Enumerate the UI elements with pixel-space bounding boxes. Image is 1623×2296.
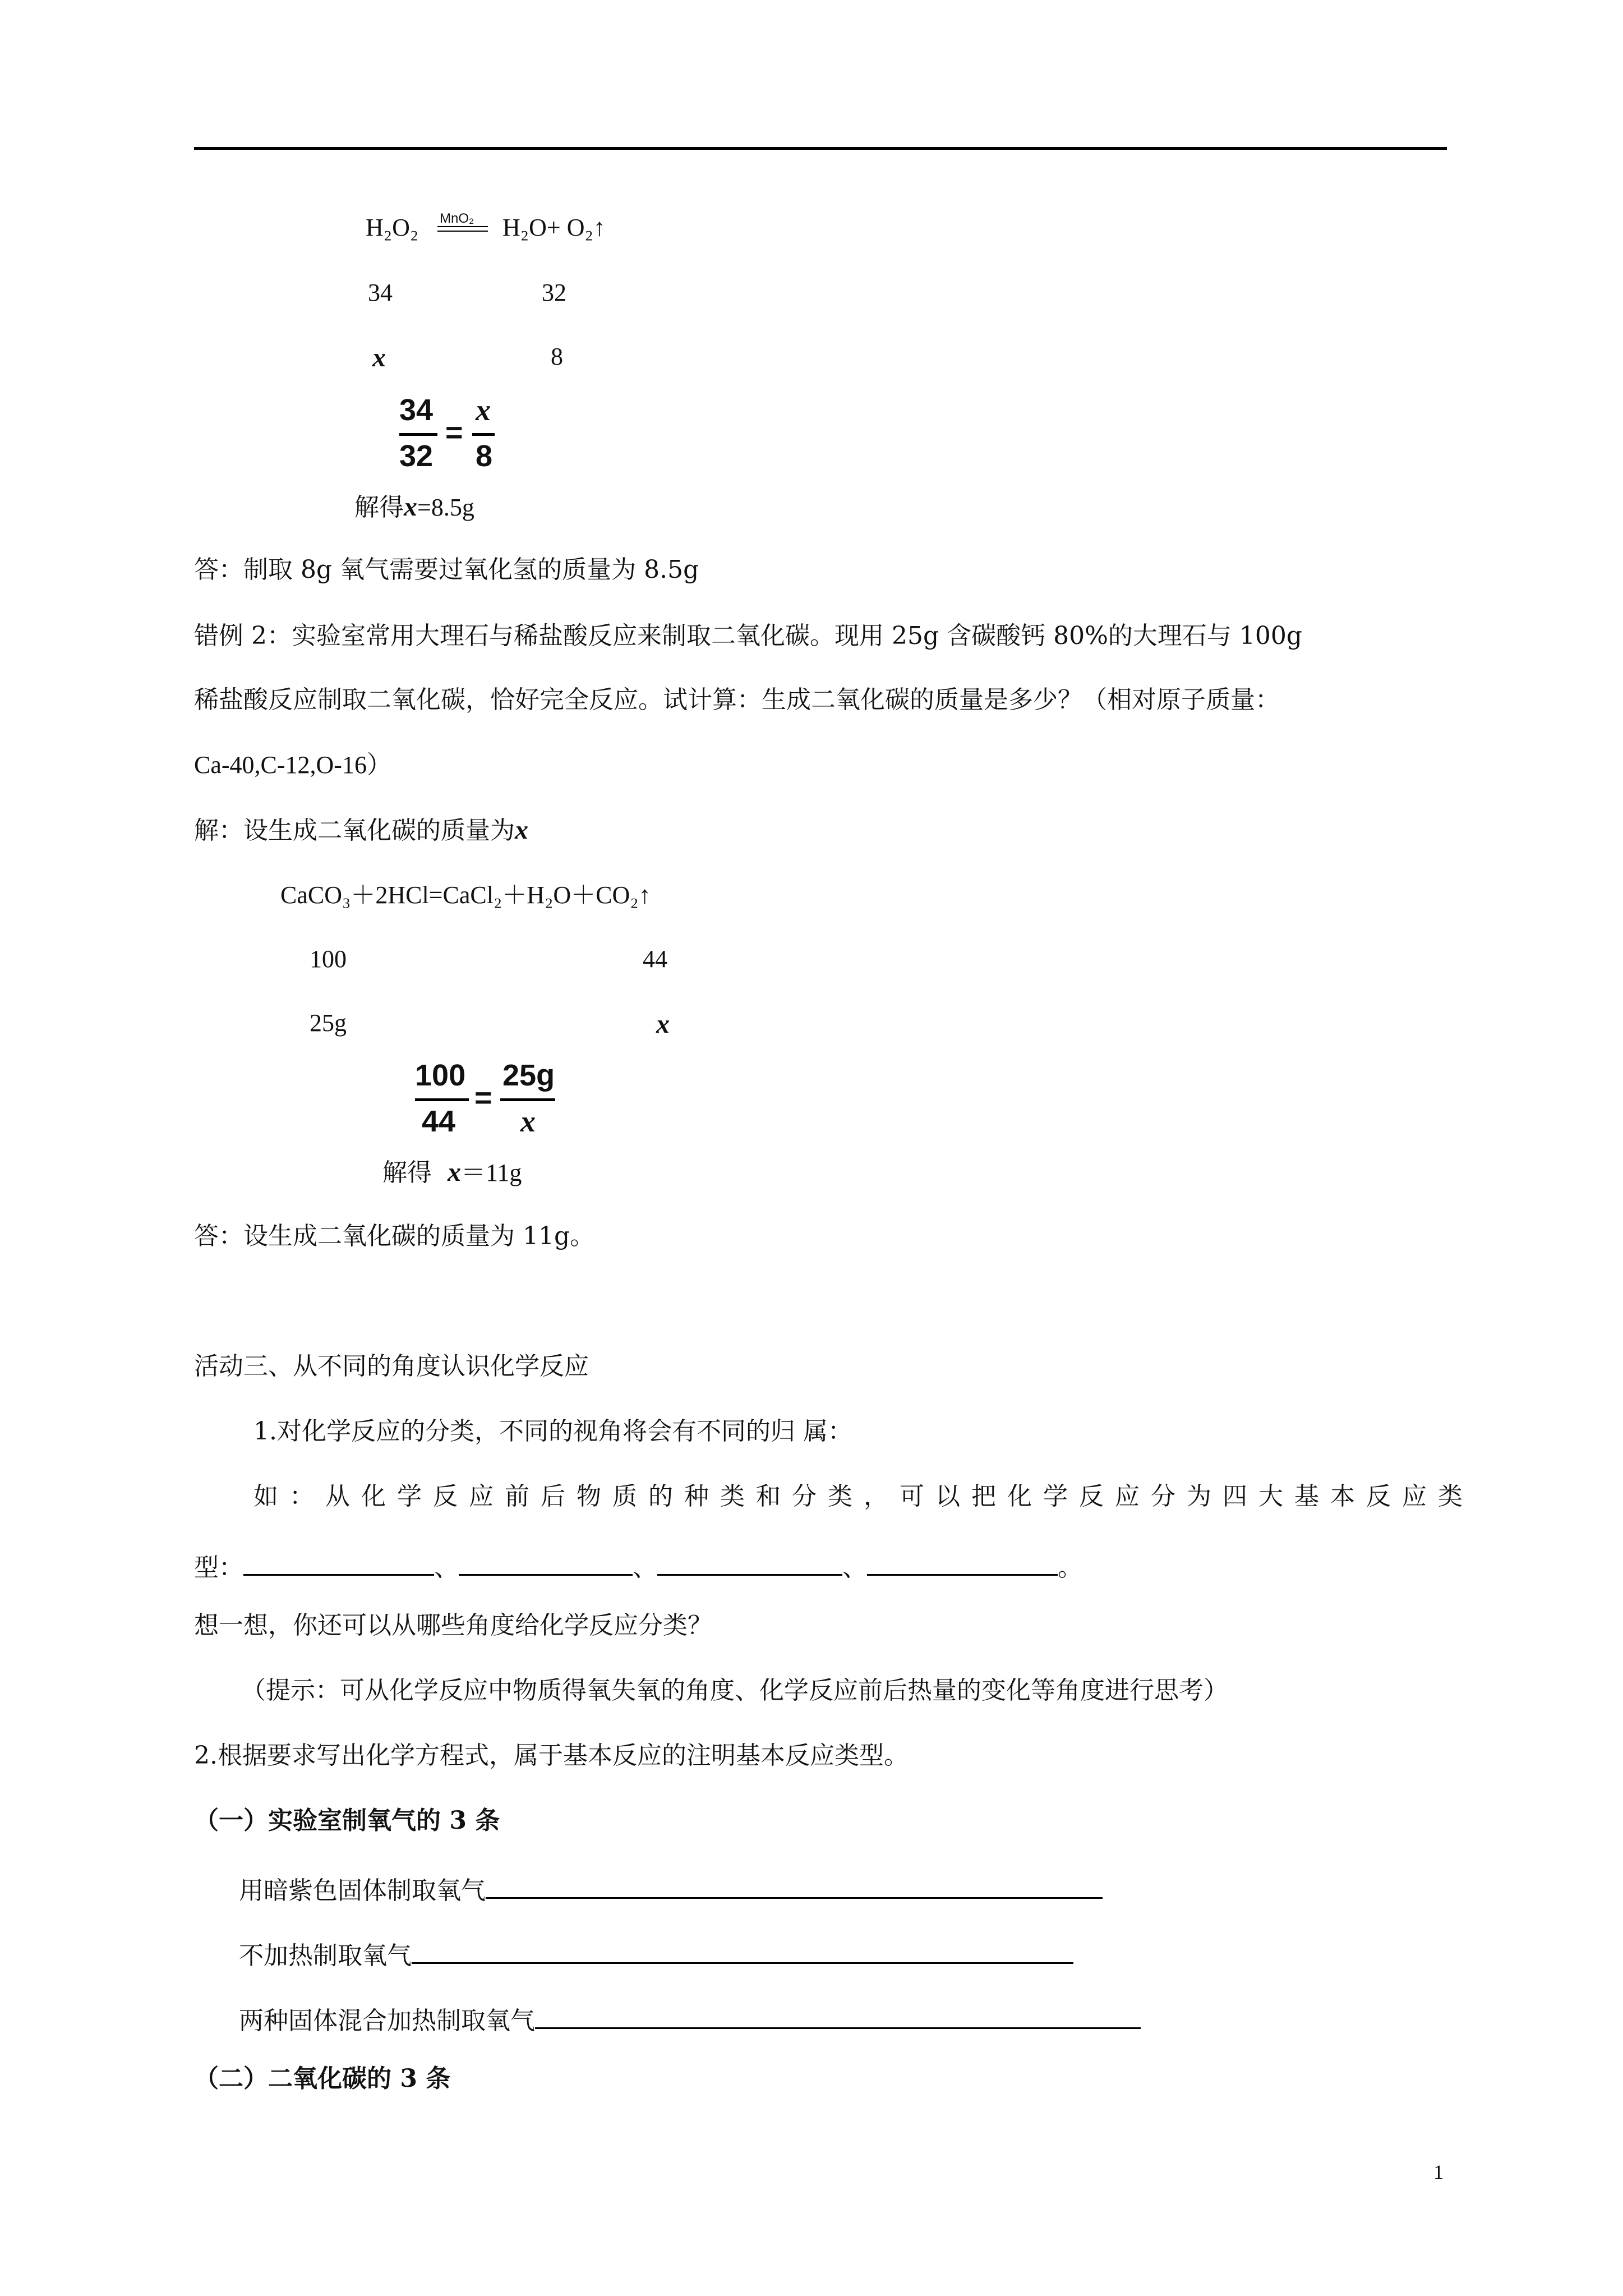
eq1-solve-var: x [404,492,417,522]
example2-mass-right: 44 [643,945,667,973]
eq1-known: 8 [551,343,563,370]
example2-solve-var: x [448,1157,461,1187]
blank-reaction-type-2[interactable] [459,1549,633,1576]
blank-reaction-type-4[interactable] [867,1549,1058,1576]
eq1-solve [354,494,474,521]
example2-fraction [415,1058,583,1142]
separator: 、 [434,1553,459,1582]
example2-setup-var: x [515,815,528,845]
separator: 、 [633,1553,657,1582]
eq1-reactant: H₂O₂ [366,214,419,241]
blank-reaction-type-1[interactable] [243,1549,434,1576]
subsection-2-heading: （二）二氧化碳的 3 条 [194,2064,451,2093]
eq1-double-arrow [437,226,488,232]
eq1-mass-left: 34 [368,279,393,306]
activity3-item1-line2: 如：从化学反应前后物质的种类和分类，可以把化学反应分为四大基本反应类 [253,1482,1474,1511]
activity3-heading: 活动三、从不同的角度认识化学反应 [194,1352,589,1381]
example2-line2: 稀盐酸反应制取二氧化碳，恰好完全反应。试计算：生成二氧化碳的质量是多少？（相对原子质量： [194,685,1280,714]
example2-line1: 错例 2：实验室常用大理石与稀盐酸反应来制取二氧化碳。现用 25g 含碳酸钙 80%的大理石与 100g [194,622,1303,650]
eq1-frac-equals: = [445,416,463,449]
oxygen-prep-item-1-blank[interactable] [486,1872,1103,1899]
eq1-solve-result: =8.5g [417,494,474,521]
eq1-mass-right: 32 [542,279,566,306]
eq1-frac-right-num: x [476,393,491,427]
eq1-frac-left-num: 34 [399,393,434,427]
eq1-products: H₂O+ O₂↑ [502,214,606,241]
eq1-fraction [399,393,511,477]
eq1-frac-right-den: 8 [476,439,493,473]
oxygen-prep-item-3-blank[interactable] [535,2003,1141,2029]
blank-reaction-type-3[interactable] [657,1549,842,1576]
oxygen-prep-item-1-label: 用暗紫色固体制取氧气 [239,1876,486,1905]
eq1-frac-left-den: 32 [399,439,434,473]
example2-solve [382,1159,522,1186]
oxygen-prep-item-2 [239,1938,1073,1968]
example2-frac-right-num: 25g [502,1059,555,1092]
eq1-solve-prefix: 解得 [354,493,404,522]
oxygen-prep-item-3 [239,2003,1141,2033]
header-rule [194,147,1447,150]
example2-frac-right-den: x [520,1105,536,1138]
eq1-catalyst: MnO₂ [440,211,474,226]
activity3-hint: （提示：可从化学反应中物质得氧失氧的角度、化学反应前后热量的变化等角度进行思考） [241,1676,1228,1705]
oxygen-prep-item-2-label: 不加热制取氧气 [239,1941,412,1970]
answer-1: 答：制取 8g 氧气需要过氧化氢的质量为 8.5g [194,555,699,584]
example2-frac-equals: = [474,1081,492,1115]
example2-frac-right-bar [500,1098,555,1101]
oxygen-prep-item-3-label: 两种固体混合加热制取氧气 [239,2007,535,2035]
subsection-1-heading: （一）实验室制氧气的 3 条 [194,1806,500,1835]
example2-frac-left-num: 100 [415,1059,466,1092]
example2-mass-left: 100 [310,945,347,973]
activity3-item1-line3 [194,1549,1082,1580]
eq1-unknown: x [372,343,386,372]
classification-prefix: 型： [194,1553,243,1582]
example2-given: 25g [310,1009,347,1037]
example2-line3: Ca-40,C-12,O-16） [194,751,391,779]
eq1-frac-left-bar [399,433,437,436]
activity3-think: 想一想，你还可以从哪些角度给化学反应分类？ [194,1611,712,1640]
eq1-frac-right-bar [472,433,495,436]
example2-setup-prefix: 解：设生成二氧化碳的质量为 [194,816,515,845]
example2-unknown: x [656,1009,670,1039]
answer-2: 答：设生成二氧化碳的质量为 11g。 [194,1222,595,1250]
activity3-item1: 1.对化学反应的分类，不同的视角将会有不同的归 属： [253,1417,852,1446]
separator: 、 [842,1553,867,1582]
oxygen-prep-item-1 [239,1872,1103,1903]
example2-solve-result: ＝11g [461,1159,522,1186]
activity3-item2: 2.根据要求写出化学方程式，属于基本反应的注明基本反应类型。 [194,1741,909,1770]
page-number: 1 [1433,2161,1444,2183]
end-mark: 。 [1058,1553,1082,1582]
example2-frac-left-den: 44 [422,1105,456,1138]
example2-frac-left-bar [415,1098,469,1101]
example2-solve-prefix: 解得 [382,1158,432,1187]
oxygen-prep-item-2-blank[interactable] [412,1938,1073,1964]
example2-equation: CaCO₃＋2HCl=CaCl₂＋H₂O＋CO₂↑ [280,881,651,909]
example2-setup [194,817,528,844]
